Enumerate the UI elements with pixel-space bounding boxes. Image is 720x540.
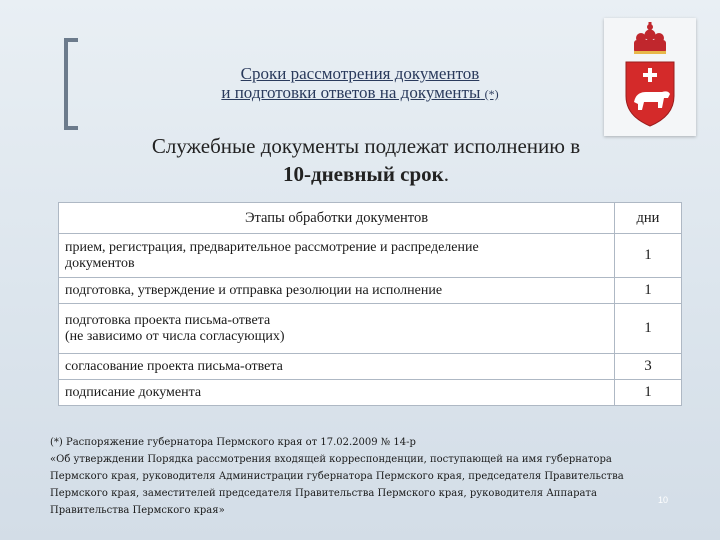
title-line-2: и подготовки ответов на документы (*) (221, 83, 499, 102)
title-line-1: Сроки рассмотрения документов (240, 64, 480, 83)
table-row (59, 380, 682, 406)
perm-krai-coat-of-arms-icon (604, 18, 696, 136)
table-row (59, 278, 682, 304)
subtitle (96, 132, 636, 188)
footnote-line-1: (*) Распоряжение губернатора Пермского края от 17.02.2009 № 14-р (50, 437, 416, 448)
stage-cell: подготовка проекта письма-ответа (не зависимо от числа согласующих) (59, 304, 615, 354)
days-cell: 1 (615, 304, 682, 354)
stages-table (58, 202, 682, 406)
table-header-row (59, 203, 682, 234)
footnote (50, 434, 680, 519)
stage-cell: прием, регистрация, предварительное рассмотрение и распределение документов (59, 234, 615, 278)
footnote-line-2: «Об утверждении Порядка рассмотрения входящей корреспонденции, поступающей на имя губернатора (50, 454, 612, 465)
footnote-line-3: Пермского края, руководителя Администрации губернатора Пермского края, председателя Правительства (50, 471, 624, 482)
subtitle-line-2: 10-дневный срок. (282, 162, 450, 186)
stage-cell: согласование проекта письма-ответа (59, 354, 615, 380)
days-cell: 1 (615, 380, 682, 406)
stage-cell: подписание документа (59, 380, 615, 406)
title-bracket (64, 38, 78, 130)
page-number: 10 (658, 495, 669, 505)
days-cell: 1 (615, 234, 682, 278)
header-days: дни (615, 203, 682, 234)
title-footnote-mark: (*) (484, 87, 499, 101)
table-row (59, 234, 682, 278)
days-cell: 1 (615, 278, 682, 304)
footnote-line-4: Пермского края, заместителей председателя Правительства Пермского края, руководителя Аппарата (50, 488, 597, 499)
slide-title (120, 64, 600, 104)
table-row (59, 354, 682, 380)
stage-cell: подготовка, утверждение и отправка резолюции на исполнение (59, 278, 615, 304)
header-stage: Этапы обработки документов (59, 203, 615, 234)
days-cell: 3 (615, 354, 682, 380)
footnote-line-5: Правительства Пермского края» (50, 505, 225, 516)
subtitle-line-1: Служебные документы подлежат исполнению в (151, 134, 581, 158)
subtitle-bold: 10-дневный срок (282, 162, 444, 186)
table-row (59, 304, 682, 354)
coat-of-arms-logo (604, 18, 696, 136)
